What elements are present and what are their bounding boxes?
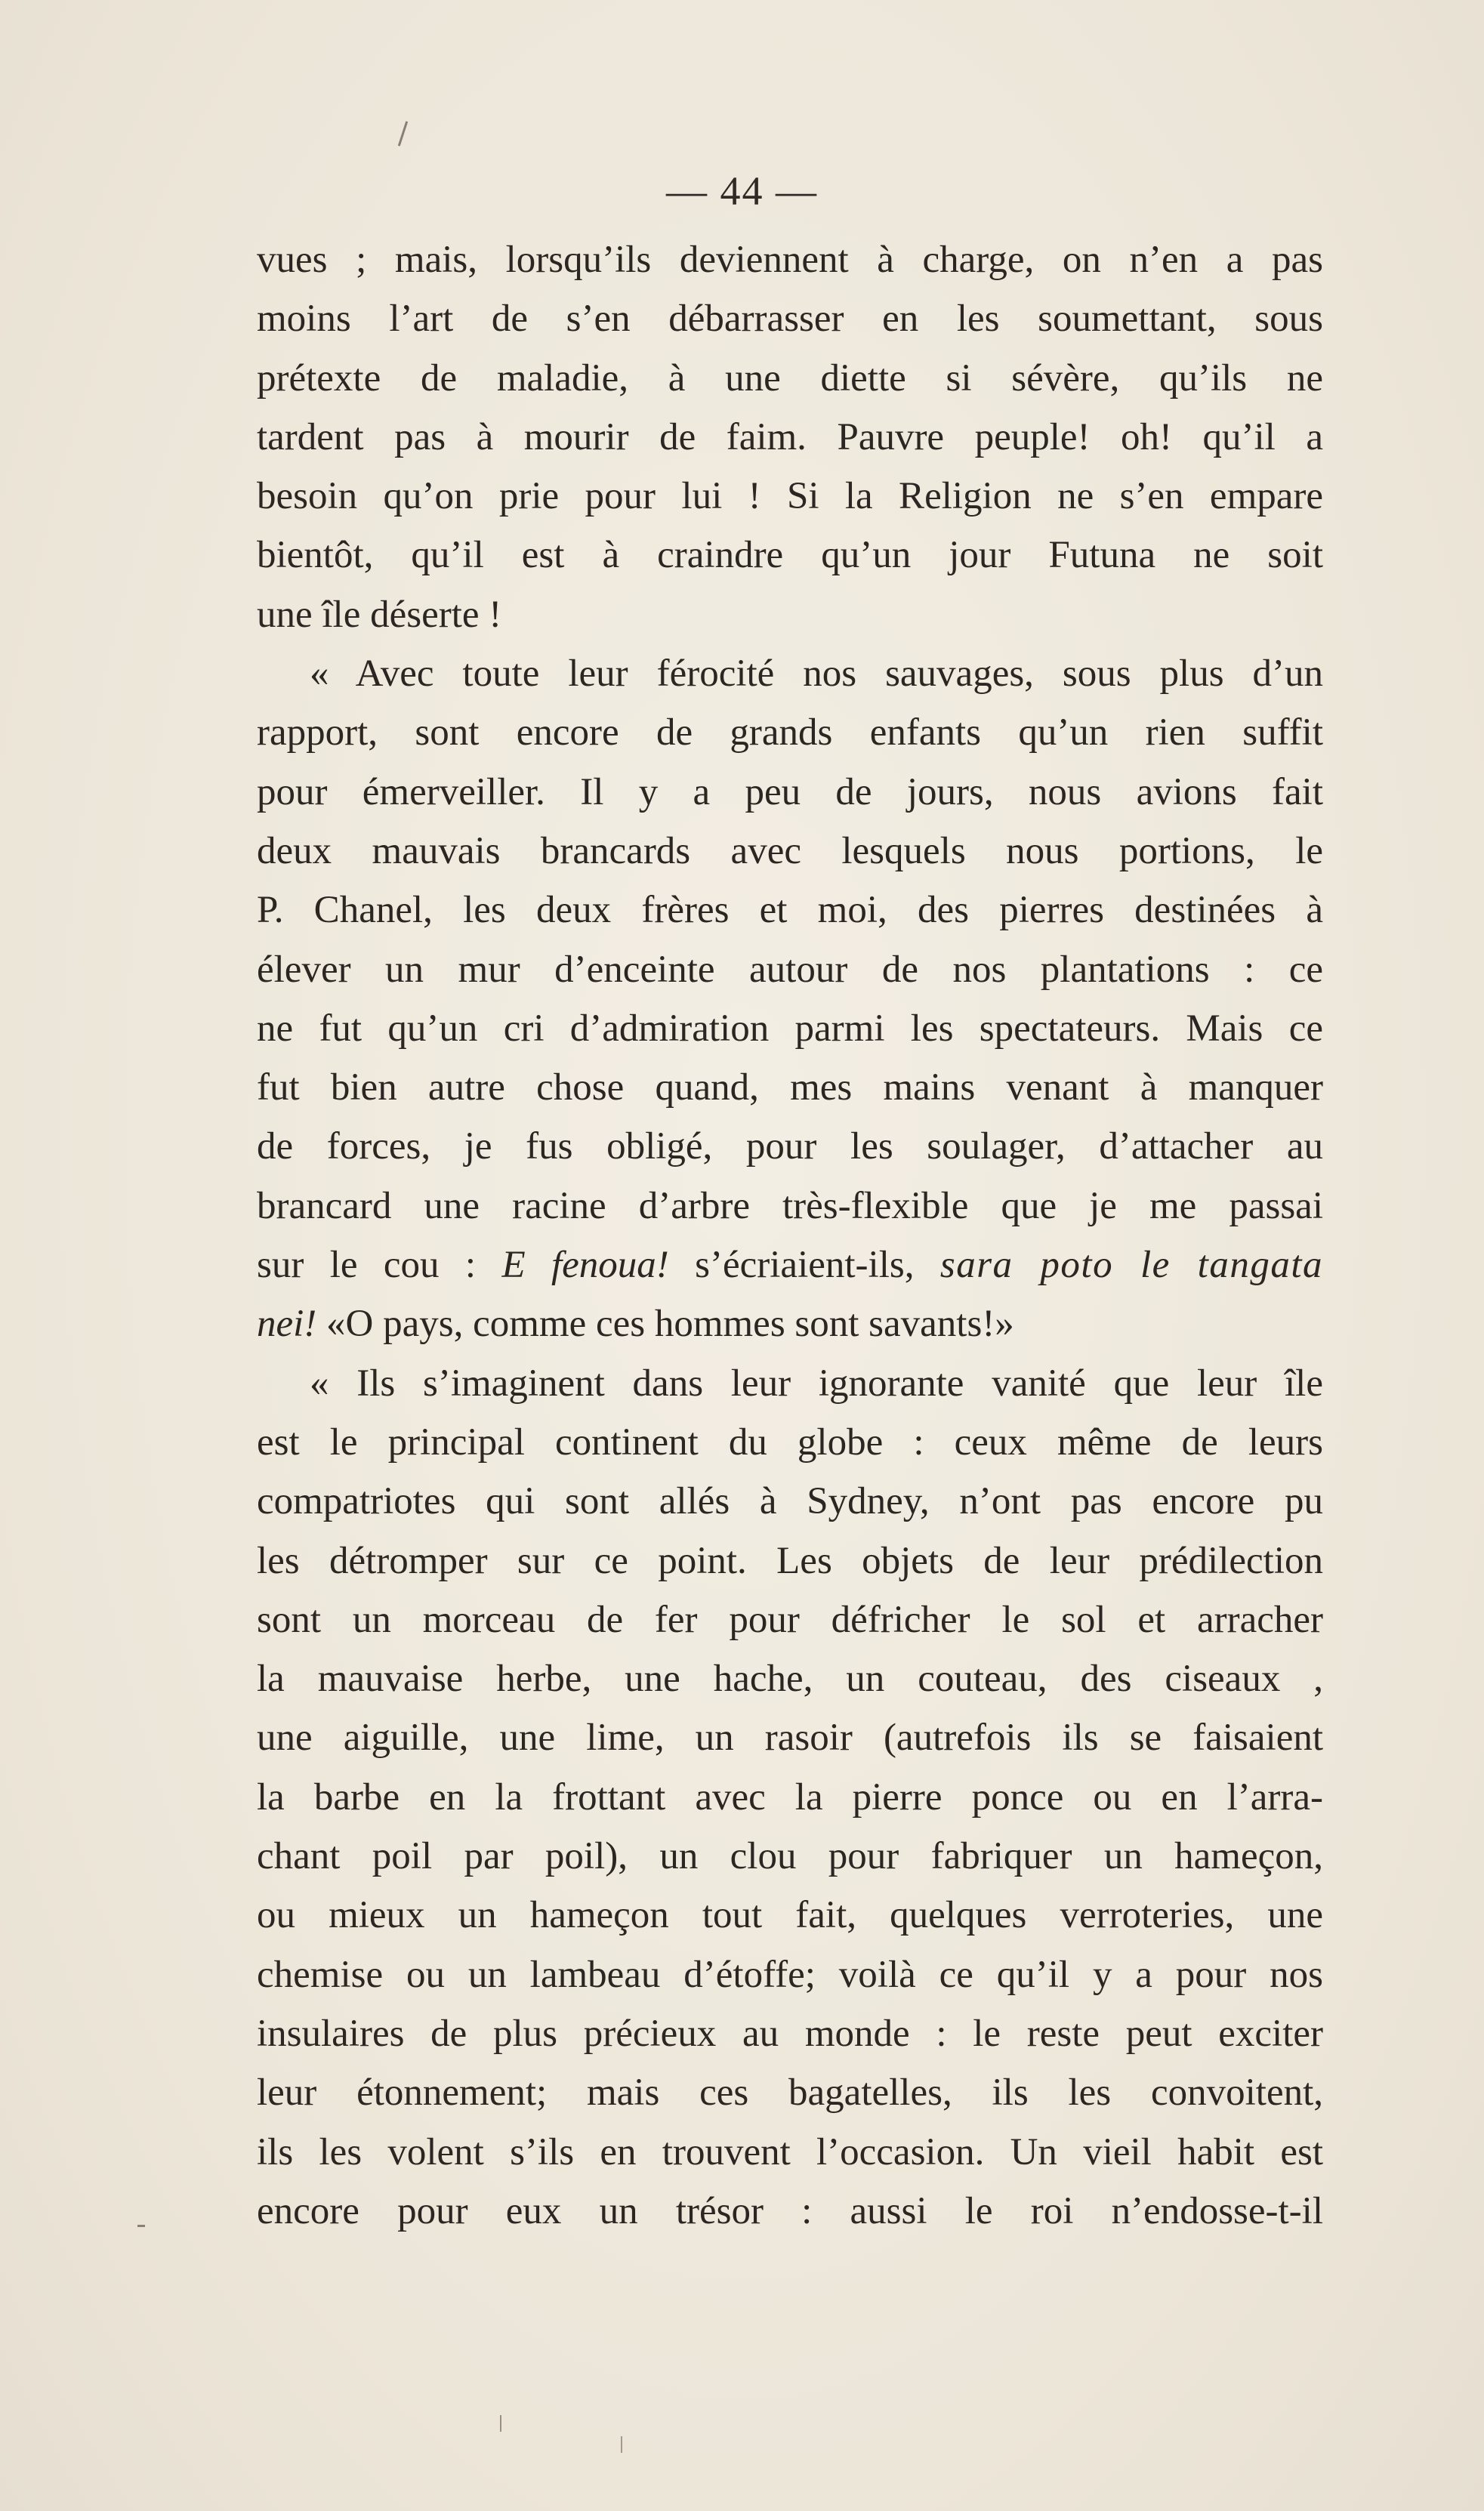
text-line: une île déserte ! [257,593,502,636]
text-line: sont un morceau de fer pour défricher le sol et arracher [257,1598,1323,1641]
text-line: élever un mur d’enceinte autour de nos plantations : ce [257,948,1323,991]
text-line: P. Chanel, les deux frères et moi, des pierres destinées à [257,889,1323,932]
text-line: bientôt, qu’il est à craindre qu’un jour Futuna ne soit [257,534,1323,577]
italic-phrase: sara poto le tangata [939,1244,1323,1287]
text-line: chemise ou un lambeau d’étoffe; voilà ce qu’il y a pour nos [257,1953,1323,1996]
paper-speck [621,2436,622,2453]
text-run: sur le cou : [257,1244,502,1287]
stray-ink-mark [398,121,408,146]
text-line: deux mauvais brancards avec lesquels nous portions, le [257,829,1323,872]
text-line: brancard une racine d’arbre très-flexible que je me passai [257,1184,1323,1227]
text-run: s’écriaient-ils, [668,1244,940,1287]
text-line: pour émerveiller. Il y a peu de jours, nous avions fait [257,770,1323,813]
text-line: chant poil par poil), un clou pour fabriquer un hameçon, [257,1835,1323,1878]
text-line: fut bien autre chose quand, mes mains venant à manquer [257,1066,1323,1109]
italic-phrase: E fenoua! [501,1244,669,1287]
margin-dash [137,2225,145,2227]
italic-phrase: nei! [257,1303,317,1346]
text-line: les détromper sur ce point. Les objets de leur prédilection [257,1539,1323,1582]
text-line: ne fut qu’un cri d’admiration parmi les spectateurs. Mais ce [257,1007,1323,1050]
text-line: compatriotes qui sont allés à Sydney, n’ont pas encore pu [257,1480,1323,1523]
text-line: leur étonnement; mais ces bagatelles, ils les convoitent, [257,2071,1323,2115]
body-text [257,230,1323,2241]
text-line: ou mieux un hameçon tout fait, quelques verroteries, une [257,1894,1323,1937]
text-line: prétexte de maladie, à une diette si sévère, qu’ils ne [257,356,1323,399]
text-run: «O pays, comme ces hommes sont savants!» [316,1303,1014,1346]
text-line: vues ; mais, lorsqu’ils deviennent à charge, on n’en a pas [257,239,1323,281]
text-line: « Ils s’imaginent dans leur ignorante vanité que leur île [310,1362,1323,1405]
text-line: tardent pas à mourir de faim. Pauvre peuple! oh! qu’il a [257,415,1323,458]
text-line: insulaires de plus précieux au monde : le reste peut exciter [257,2012,1323,2055]
text-line: de forces, je fus obligé, pour les soulager, d’attacher au [257,1125,1323,1168]
text-line: encore pour eux un trésor : aussi le roi n’endosse-t-il [257,2189,1323,2232]
text-line: ils les volent s’ils en trouvent l’occasion. Un vieil habit est [257,2130,1323,2173]
page-number: — 44 — [666,168,818,214]
text-line: la barbe en la frottant avec la pierre ponce ou en l’arra- [257,1775,1323,1818]
text-line: moins l’art de s’en débarrasser en les soumettant, sous [257,298,1323,341]
text-line: « Avec toute leur férocité nos sauvages, sous plus d’un [310,652,1323,696]
text-line [257,1294,1323,1353]
text-line: rapport, sont encore de grands enfants qu’un rien suffit [257,711,1323,754]
text-line: besoin qu’on prie pour lui ! Si la Religion ne s’en empare [257,475,1323,518]
paper-speck [500,2415,501,2432]
text-line: la mauvaise herbe, une hache, un couteau, des ciseaux , [257,1658,1323,1701]
text-line: est le principal continent du globe : ceux même de leurs [257,1421,1323,1464]
text-line [257,1235,1323,1294]
text-line: une aiguille, une lime, un rasoir (autrefois ils se faisaient [257,1717,1323,1760]
